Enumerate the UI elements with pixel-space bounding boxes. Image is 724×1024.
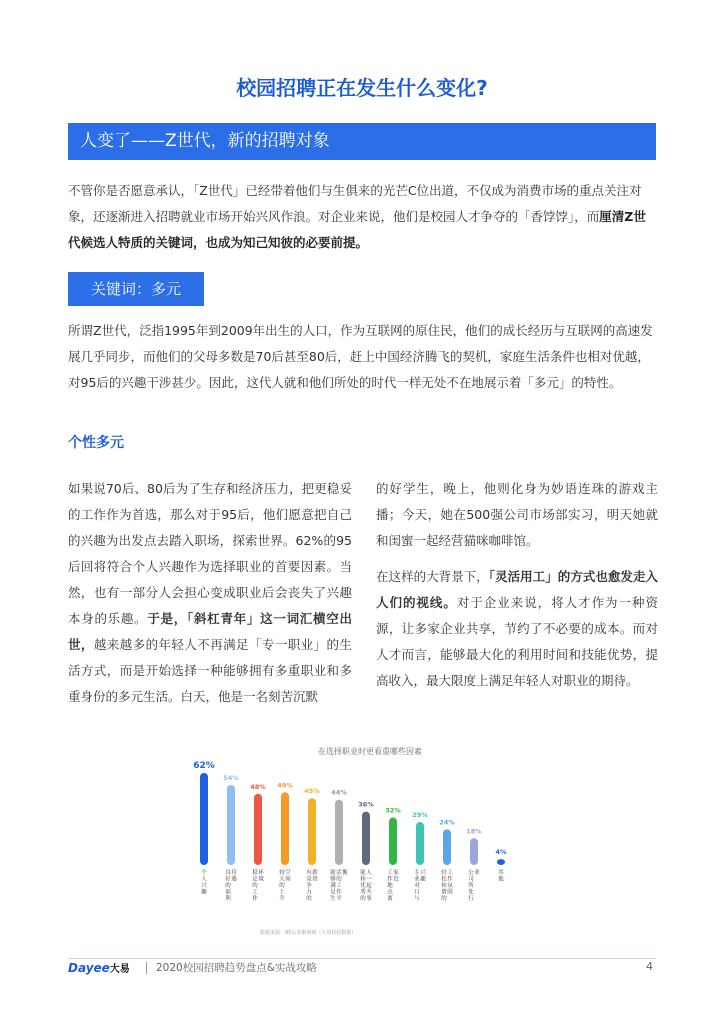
dayee-logo xyxy=(68,960,130,975)
intro-text: 不管你是否愿意承认，「Z世代」已经带着他们与生俱来的光芒C位出道，不仅成为消费市场的重点关注对象，还逐渐进入招聘就业市场开始兴风作浪。对企业来说，他们是校园人才争夺的「香饽饽」，而 xyxy=(68,183,642,224)
footer-divider xyxy=(68,958,656,959)
bar-chart xyxy=(180,740,560,940)
gen-z-paragraph: 所谓Z世代，泛指1995年到2009年出生的人口，作为互联网的原住民，他们的成长经历与互联网的高速发展几乎同步，而他们的父母多数是70后甚至80后，赶上中国经济腾飞的契机，家庭生活条件也相对优越，对95后的兴趣干涉甚少。因此，这代人就和他们所处的时代一样无处不在地展示着「多元」的特性。 xyxy=(68,323,653,390)
bar-1 xyxy=(200,773,208,865)
category-label: 个人兴趣 xyxy=(201,870,207,896)
bar-10 xyxy=(443,829,451,865)
category-label: 较大的上升空间 xyxy=(279,870,291,902)
bar-6 xyxy=(335,800,343,865)
category-label: 专业对口与兴趣 xyxy=(414,870,426,902)
right-column xyxy=(376,476,658,694)
intro-bold: 厘清Z世代候选人特质的关键词，也成为知己知彼的必要前提。 xyxy=(68,209,646,250)
bar-value-label: 24% xyxy=(439,818,455,827)
bar-9 xyxy=(416,822,424,865)
bar-value-label: 29% xyxy=(412,810,428,819)
category-label: 工作地点离家近 xyxy=(387,870,399,902)
chart-source: 数据来源：95后求职调研（大易校招数据） xyxy=(260,930,357,936)
category-label: 有竞争力的薪资 xyxy=(306,870,318,902)
left-text-1: 如果说70后、80后为了生存和经济压力，把更稳妥的工作作为首选，那么对于95后，他们愿意把自己的兴趣为出发点去踏入职场，探索世界。62%的95后回将符合个人兴趣作为选择职业的首要因素。当然，也有一部分人会担心变成职业后会丧失了兴趣本身的乐趣。 xyxy=(68,481,352,626)
section-banner: 人变了——Z世代，新的招聘对象 xyxy=(68,123,656,160)
bar-value-label: 44% xyxy=(331,788,347,797)
logo-text: Dayee xyxy=(68,961,110,975)
bar-value-label: 48% xyxy=(250,782,266,791)
category-label: 轻松和谐的工作氛围 xyxy=(441,870,453,902)
right-text-a: 在这样的大背景下， xyxy=(376,569,489,584)
bar-11 xyxy=(470,838,478,865)
subheading: 个性多元 xyxy=(68,435,124,451)
category-label: 稳定的工作环境 xyxy=(252,870,264,902)
bar-4 xyxy=(281,792,289,865)
chart-title: 在选择职业时更看重哪些因素 xyxy=(318,747,422,756)
bar-7 xyxy=(362,812,370,865)
logo-cn: 大易 xyxy=(109,964,130,975)
bar-value-label: 36% xyxy=(358,800,374,809)
left-column xyxy=(68,476,352,710)
left-bold: 于是，「斜杠青年」这一词汇横空出世， xyxy=(68,611,352,652)
intro-paragraph xyxy=(68,178,658,256)
bar-12 xyxy=(497,859,505,865)
right-bold: 「灵活用工」的方式也愈发走入人们的视线。 xyxy=(376,569,658,610)
bar-value-label: 62% xyxy=(193,761,215,771)
category-label: 公司所处行业 xyxy=(468,870,480,902)
category-label: 良好的福利待遇 xyxy=(225,870,237,902)
keyword-box: 关键词：多元 xyxy=(68,272,204,306)
bar-2 xyxy=(227,785,235,865)
category-label: 其他 xyxy=(498,870,504,883)
page-number: 4 xyxy=(646,960,653,973)
bar-8 xyxy=(389,818,397,865)
category-label: 能够满足生活的工作平衡 xyxy=(330,870,348,902)
bar-value-label: 18% xyxy=(466,827,482,836)
right-para-1: 的好学生，晚上，他则化身为妙语连珠的游戏主播；今天，她在500强公司市场部实习，明天她就和闺蜜一起经营猫咪咖啡馆。 xyxy=(376,481,658,548)
bar-value-label: 45% xyxy=(304,787,320,796)
footer-separator xyxy=(146,962,147,974)
bar-value-label: 49% xyxy=(277,781,293,790)
right-text-b: 对于企业来说，将人才作为一种资源，让多家企业共享，节约了不必要的成本。而对人才而言，能够最大化的利用时间和技能优势，提高收入，最大限度上满足年轻人对职业的期待。 xyxy=(376,595,658,688)
category-label: 能和优秀的人一起共事 xyxy=(360,870,372,902)
bar-value-label: 54% xyxy=(223,773,239,782)
page-title: 校园招聘正在发生什么变化? xyxy=(236,76,488,100)
bar-value-label: 32% xyxy=(385,806,401,815)
footer-title: 2020校园招聘趋势盘点&实战攻略 xyxy=(156,962,317,974)
bar-3 xyxy=(254,794,262,865)
left-text-2: 越来越多的年轻人不再满足「专一职业」的生活方式，而是开始选择一种能够拥有多重职业和多重身份的多元生活。白天，他是一名刻苦沉默 xyxy=(68,637,352,704)
bar-value-label: 4% xyxy=(495,848,507,857)
bar-5 xyxy=(308,798,316,865)
right-para-2 xyxy=(376,564,658,694)
